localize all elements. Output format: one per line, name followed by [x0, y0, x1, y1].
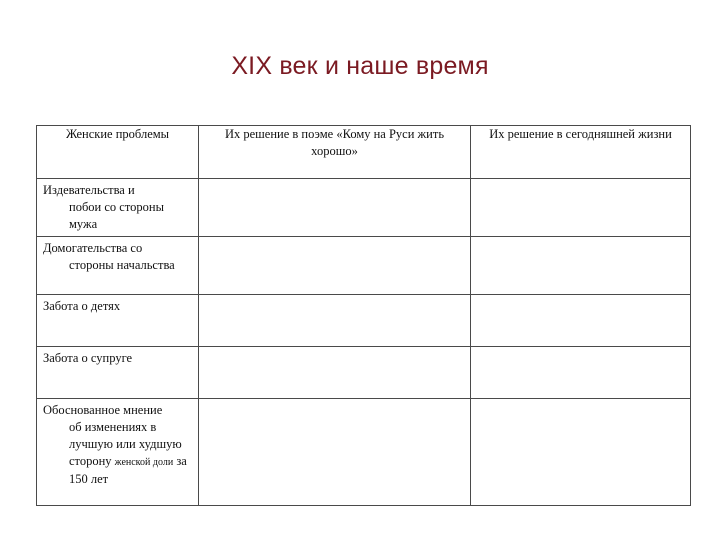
row-label-cell: [37, 347, 199, 399]
answer-cell-today[interactable]: [471, 237, 691, 295]
table-row: [37, 347, 691, 399]
table-header-row: [37, 126, 691, 179]
row-label-line: Домогательства со: [43, 241, 143, 255]
answer-cell-today[interactable]: [471, 399, 691, 506]
row-label-line: Забота о детях: [43, 299, 121, 313]
header-label: Женские проблемы: [65, 127, 170, 141]
row-label-cell: [37, 237, 199, 295]
row-label-continuation: побои со стороны мужа: [69, 200, 164, 231]
answer-cell-today[interactable]: [471, 179, 691, 237]
answer-cell-today[interactable]: [471, 295, 691, 347]
header-label: Их решение в сегодняшней жизни: [489, 127, 672, 141]
row-label-line: Обоснованное мнение: [43, 403, 163, 417]
row-label-line: Забота о супруге: [43, 351, 133, 365]
row-label-line: Издевательства и: [43, 183, 135, 197]
row-label-small-text: женской доли: [114, 457, 174, 468]
slide-title: XIX век и наше время: [231, 52, 489, 80]
answer-cell-poem[interactable]: [199, 347, 471, 399]
row-label-cell: [37, 295, 199, 347]
header-label: Их решение в поэме «Кому на Руси жить хорошо»: [224, 127, 445, 158]
row-label-text: об изменениях в лучшую или худшую сторону: [69, 420, 182, 468]
answer-cell-poem[interactable]: [199, 237, 471, 295]
row-label-continuation: [43, 419, 192, 488]
table-row: [37, 237, 691, 295]
row-label-continuation: стороны начальства: [69, 258, 175, 272]
answer-cell-poem[interactable]: [199, 295, 471, 347]
answer-cell-today[interactable]: [471, 347, 691, 399]
table-row: [37, 295, 691, 347]
table-row: [37, 179, 691, 237]
row-label-tail: за 150 лет: [69, 454, 187, 486]
header-cell-problems: [37, 126, 199, 179]
answer-cell-poem[interactable]: [199, 399, 471, 506]
row-label-cell: [37, 179, 199, 237]
header-cell-poem: [199, 126, 471, 179]
table-row: [37, 399, 691, 506]
answer-cell-poem[interactable]: [199, 179, 471, 237]
row-label-cell: [37, 399, 199, 506]
comparison-table: [36, 125, 691, 506]
header-cell-today: [471, 126, 691, 179]
